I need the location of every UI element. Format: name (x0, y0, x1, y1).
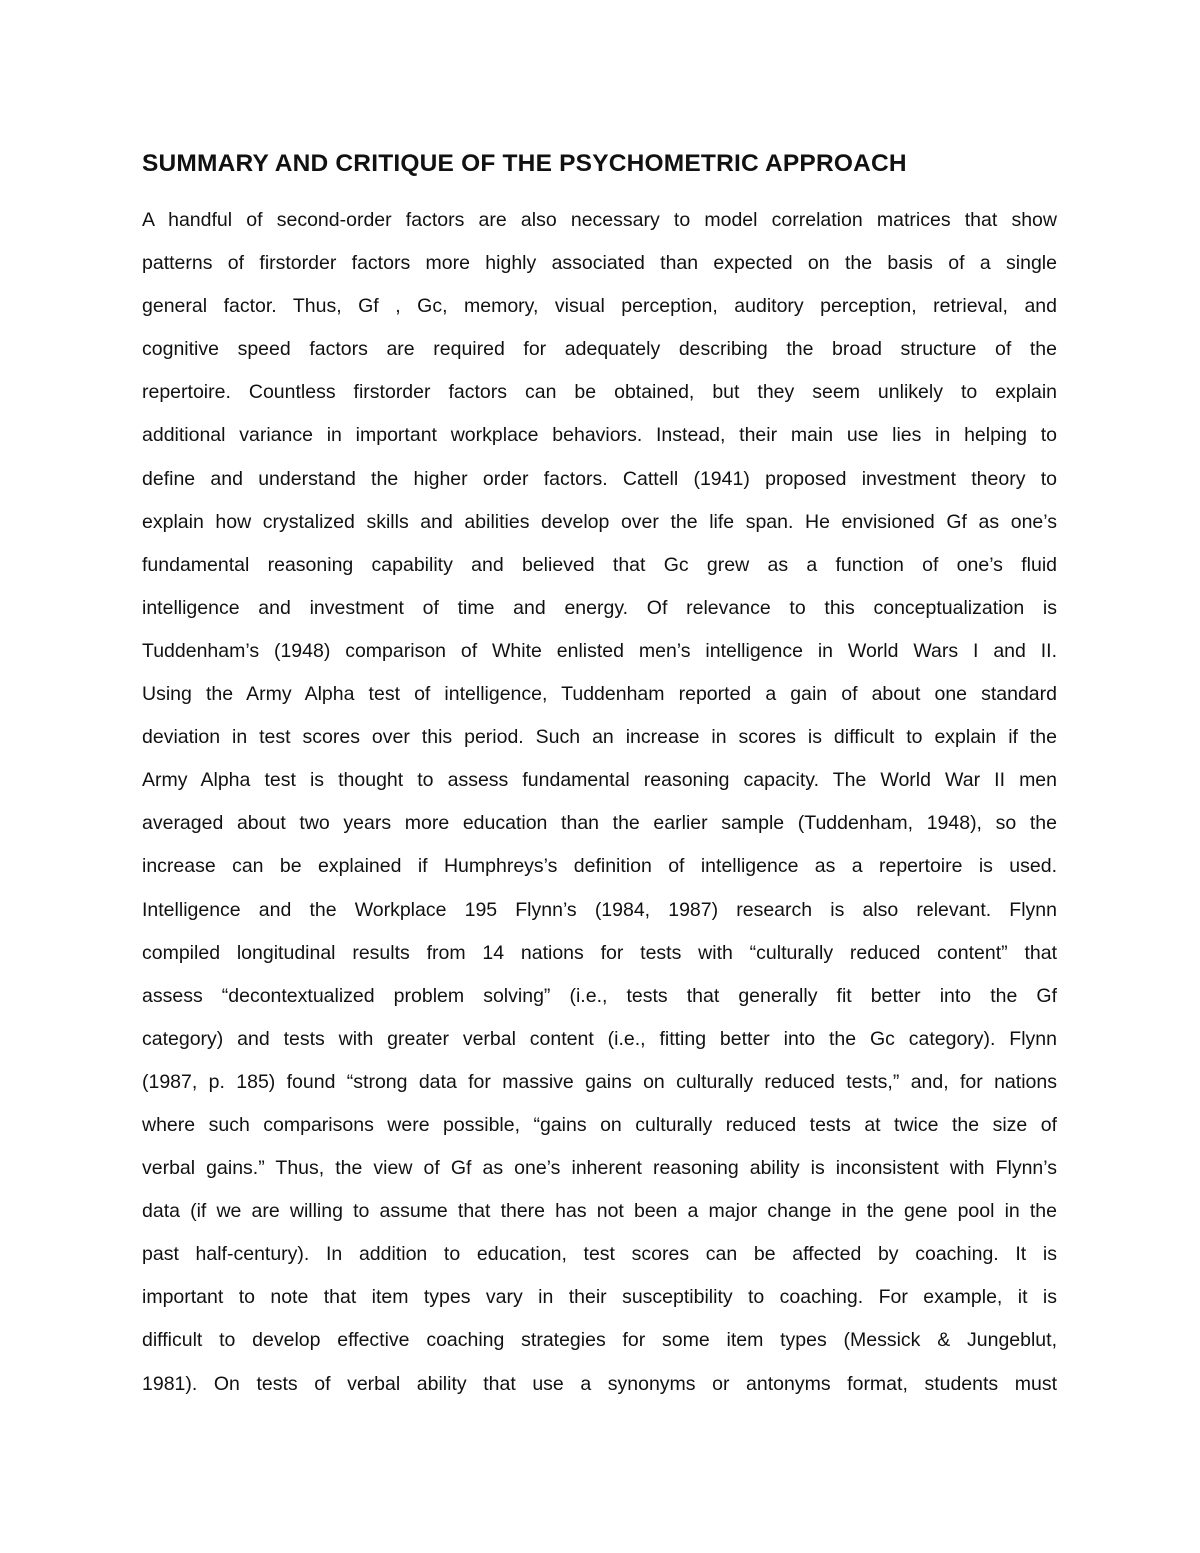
text-line: averaged about two years more education than the earlier sample (Tuddenham, 1948), so the (142, 812, 1057, 835)
text-line: repertoire. Countless firstorder factors can be obtained, but they seem unlikely to explain (142, 381, 1057, 404)
text-line: data (if we are willing to assume that there has not been a major change in the gene pool in the (142, 1200, 1057, 1223)
document-title: SUMMARY AND CRITIQUE OF THE PSYCHOMETRIC APPROACH (142, 150, 907, 177)
text-line: intelligence and investment of time and energy. Of relevance to this conceptualization is (142, 596, 1057, 619)
text-line: deviation in test scores over this period. Such an increase in scores is difficult to explain if the (142, 726, 1057, 749)
text-line: Intelligence and the Workplace 195 Flynn’s (1984, 1987) research is also relevant. Flynn (142, 898, 1057, 921)
text-line: Using the Army Alpha test of intelligence, Tuddenham reported a gain of about one standard (142, 683, 1057, 706)
text-line: important to note that item types vary in their susceptibility to coaching. For example, it is (142, 1286, 1057, 1309)
text-line: where such comparisons were possible, “gains on culturally reduced tests at twice the size of (142, 1113, 1057, 1136)
text-line: fundamental reasoning capability and believed that Gc grew as a function of one’s fluid (142, 553, 1057, 576)
text-line: additional variance in important workplace behaviors. Instead, their main use lies in helping to (142, 424, 1057, 447)
document-body (142, 142, 1057, 1406)
text-line: patterns of firstorder factors more highly associated than expected on the basis of a single (142, 252, 1057, 275)
text-line: verbal gains.” Thus, the view of Gf as one’s inherent reasoning ability is inconsistent with Flynn’s (142, 1157, 1057, 1180)
text-line: assess “decontextualized problem solving” (i.e., tests that generally fit better into the Gf (142, 984, 1057, 1007)
text-line: define and understand the higher order factors. Cattell (1941) proposed investment theory to (142, 467, 1057, 490)
text-line: category) and tests with greater verbal content (i.e., fitting better into the Gc category). Flynn (142, 1027, 1057, 1050)
text-line: Army Alpha test is thought to assess fundamental reasoning capacity. The World War II men (142, 769, 1057, 792)
text-line: past half-century). In addition to education, test scores can be affected by coaching. It is (142, 1243, 1057, 1266)
text-line: Tuddenham’s (1948) comparison of White enlisted men’s intelligence in World Wars I and II. (142, 639, 1057, 662)
text-line: 1981). On tests of verbal ability that use a synonyms or antonyms format, students must (142, 1372, 1057, 1395)
text-line: difficult to develop effective coaching strategies for some item types (Messick & Jungeblut, (142, 1329, 1057, 1352)
text-line: A handful of second-order factors are also necessary to model correlation matrices that show (142, 209, 1057, 231)
text-line: general factor. Thus, Gf , Gc, memory, visual perception, auditory perception, retrieval, and (142, 295, 1057, 318)
text-line: explain how crystalized skills and abilities develop over the life span. He envisioned Gf as one’s (142, 510, 1057, 533)
body-paragraph (142, 199, 1057, 1406)
text-line: compiled longitudinal results from 14 nations for tests with “culturally reduced content” that (142, 941, 1057, 964)
text-line: cognitive speed factors are required for adequately describing the broad structure of the (142, 338, 1057, 361)
text-line: increase can be explained if Humphreys’s definition of intelligence as a repertoire is used. (142, 855, 1057, 878)
text-line: (1987, p. 185) found “strong data for massive gains on culturally reduced tests,” and, for nations (142, 1070, 1057, 1093)
